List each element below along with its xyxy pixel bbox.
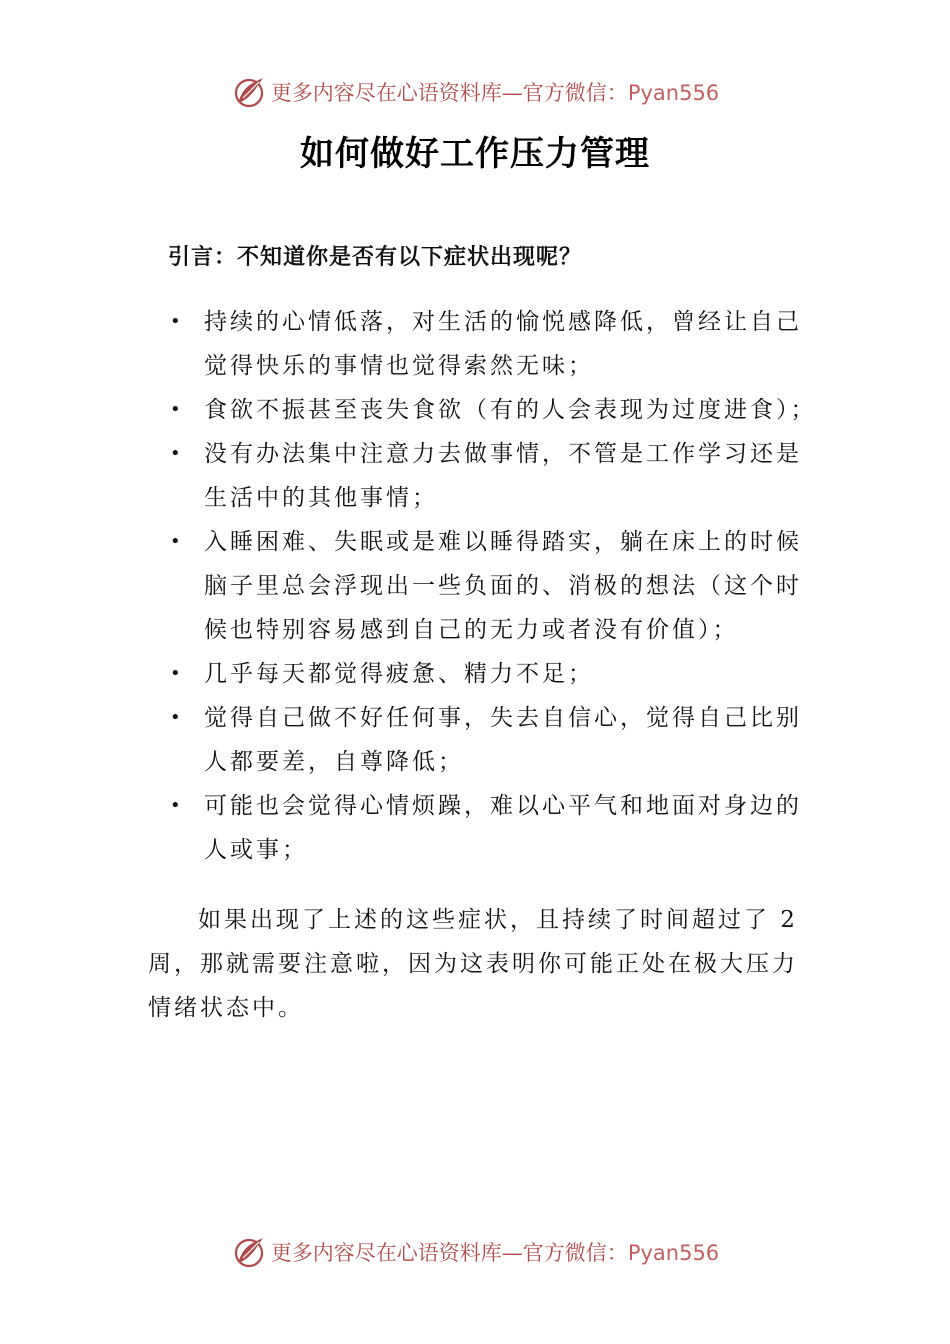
watermark-text: 更多内容尽在心语资料库—官方微信：Pyan556 bbox=[270, 81, 720, 105]
closing-paragraph: 如果出现了上述的这些症状，且持续了时间超过了 2 周，那就需要注意啦，因为这表明你可能正处在极大压力情绪状态中。 bbox=[148, 907, 798, 1021]
list-item: • 持续的心情低落，对生活的愉悦感降低，曾经让自己觉得快乐的事情也觉得索然无味； bbox=[168, 300, 818, 388]
list-item: • 可能也会觉得心情烦躁，难以心平气和地面对身边的人或事； bbox=[168, 784, 818, 872]
list-item: • 食欲不振甚至丧失食欲（有的人会表现为过度进食）； bbox=[168, 388, 818, 432]
intro-heading: 引言：不知道你是否有以下症状出现呢？ bbox=[168, 245, 583, 270]
bullet-icon: • bbox=[170, 707, 184, 728]
bullet-icon: • bbox=[170, 311, 184, 332]
bullet-icon: • bbox=[170, 443, 184, 464]
leaf-logo-icon bbox=[231, 74, 267, 110]
footer-watermark bbox=[0, 1232, 950, 1272]
watermark-wechat-id: Pyan556 bbox=[627, 1241, 720, 1265]
header-watermark bbox=[0, 72, 950, 112]
bullet-icon: • bbox=[170, 531, 184, 552]
list-item: • 入睡困难、失眠或是难以睡得踏实，躺在床上的时候脑子里总会浮现出一些负面的、消极的想法（这个时候也特别容易感到自己的无力或者没有价值）； bbox=[168, 520, 818, 652]
leaf-logo-icon bbox=[231, 1234, 267, 1270]
watermark-wechat-id: Pyan556 bbox=[627, 81, 720, 105]
list-item: • 几乎每天都觉得疲惫、精力不足； bbox=[168, 652, 818, 696]
bullet-icon: • bbox=[170, 795, 184, 816]
document-title: 如何做好工作压力管理 bbox=[300, 134, 650, 174]
watermark-text: 更多内容尽在心语资料库—官方微信：Pyan556 bbox=[270, 1241, 720, 1265]
bullet-icon: • bbox=[170, 663, 184, 684]
bullet-icon: • bbox=[170, 399, 184, 420]
symptom-list bbox=[168, 300, 818, 872]
list-item: • 觉得自己做不好任何事，失去自信心，觉得自己比别人都要差，自尊降低； bbox=[168, 696, 818, 784]
list-item: • 没有办法集中注意力去做事情，不管是工作学习还是生活中的其他事情； bbox=[168, 432, 818, 520]
